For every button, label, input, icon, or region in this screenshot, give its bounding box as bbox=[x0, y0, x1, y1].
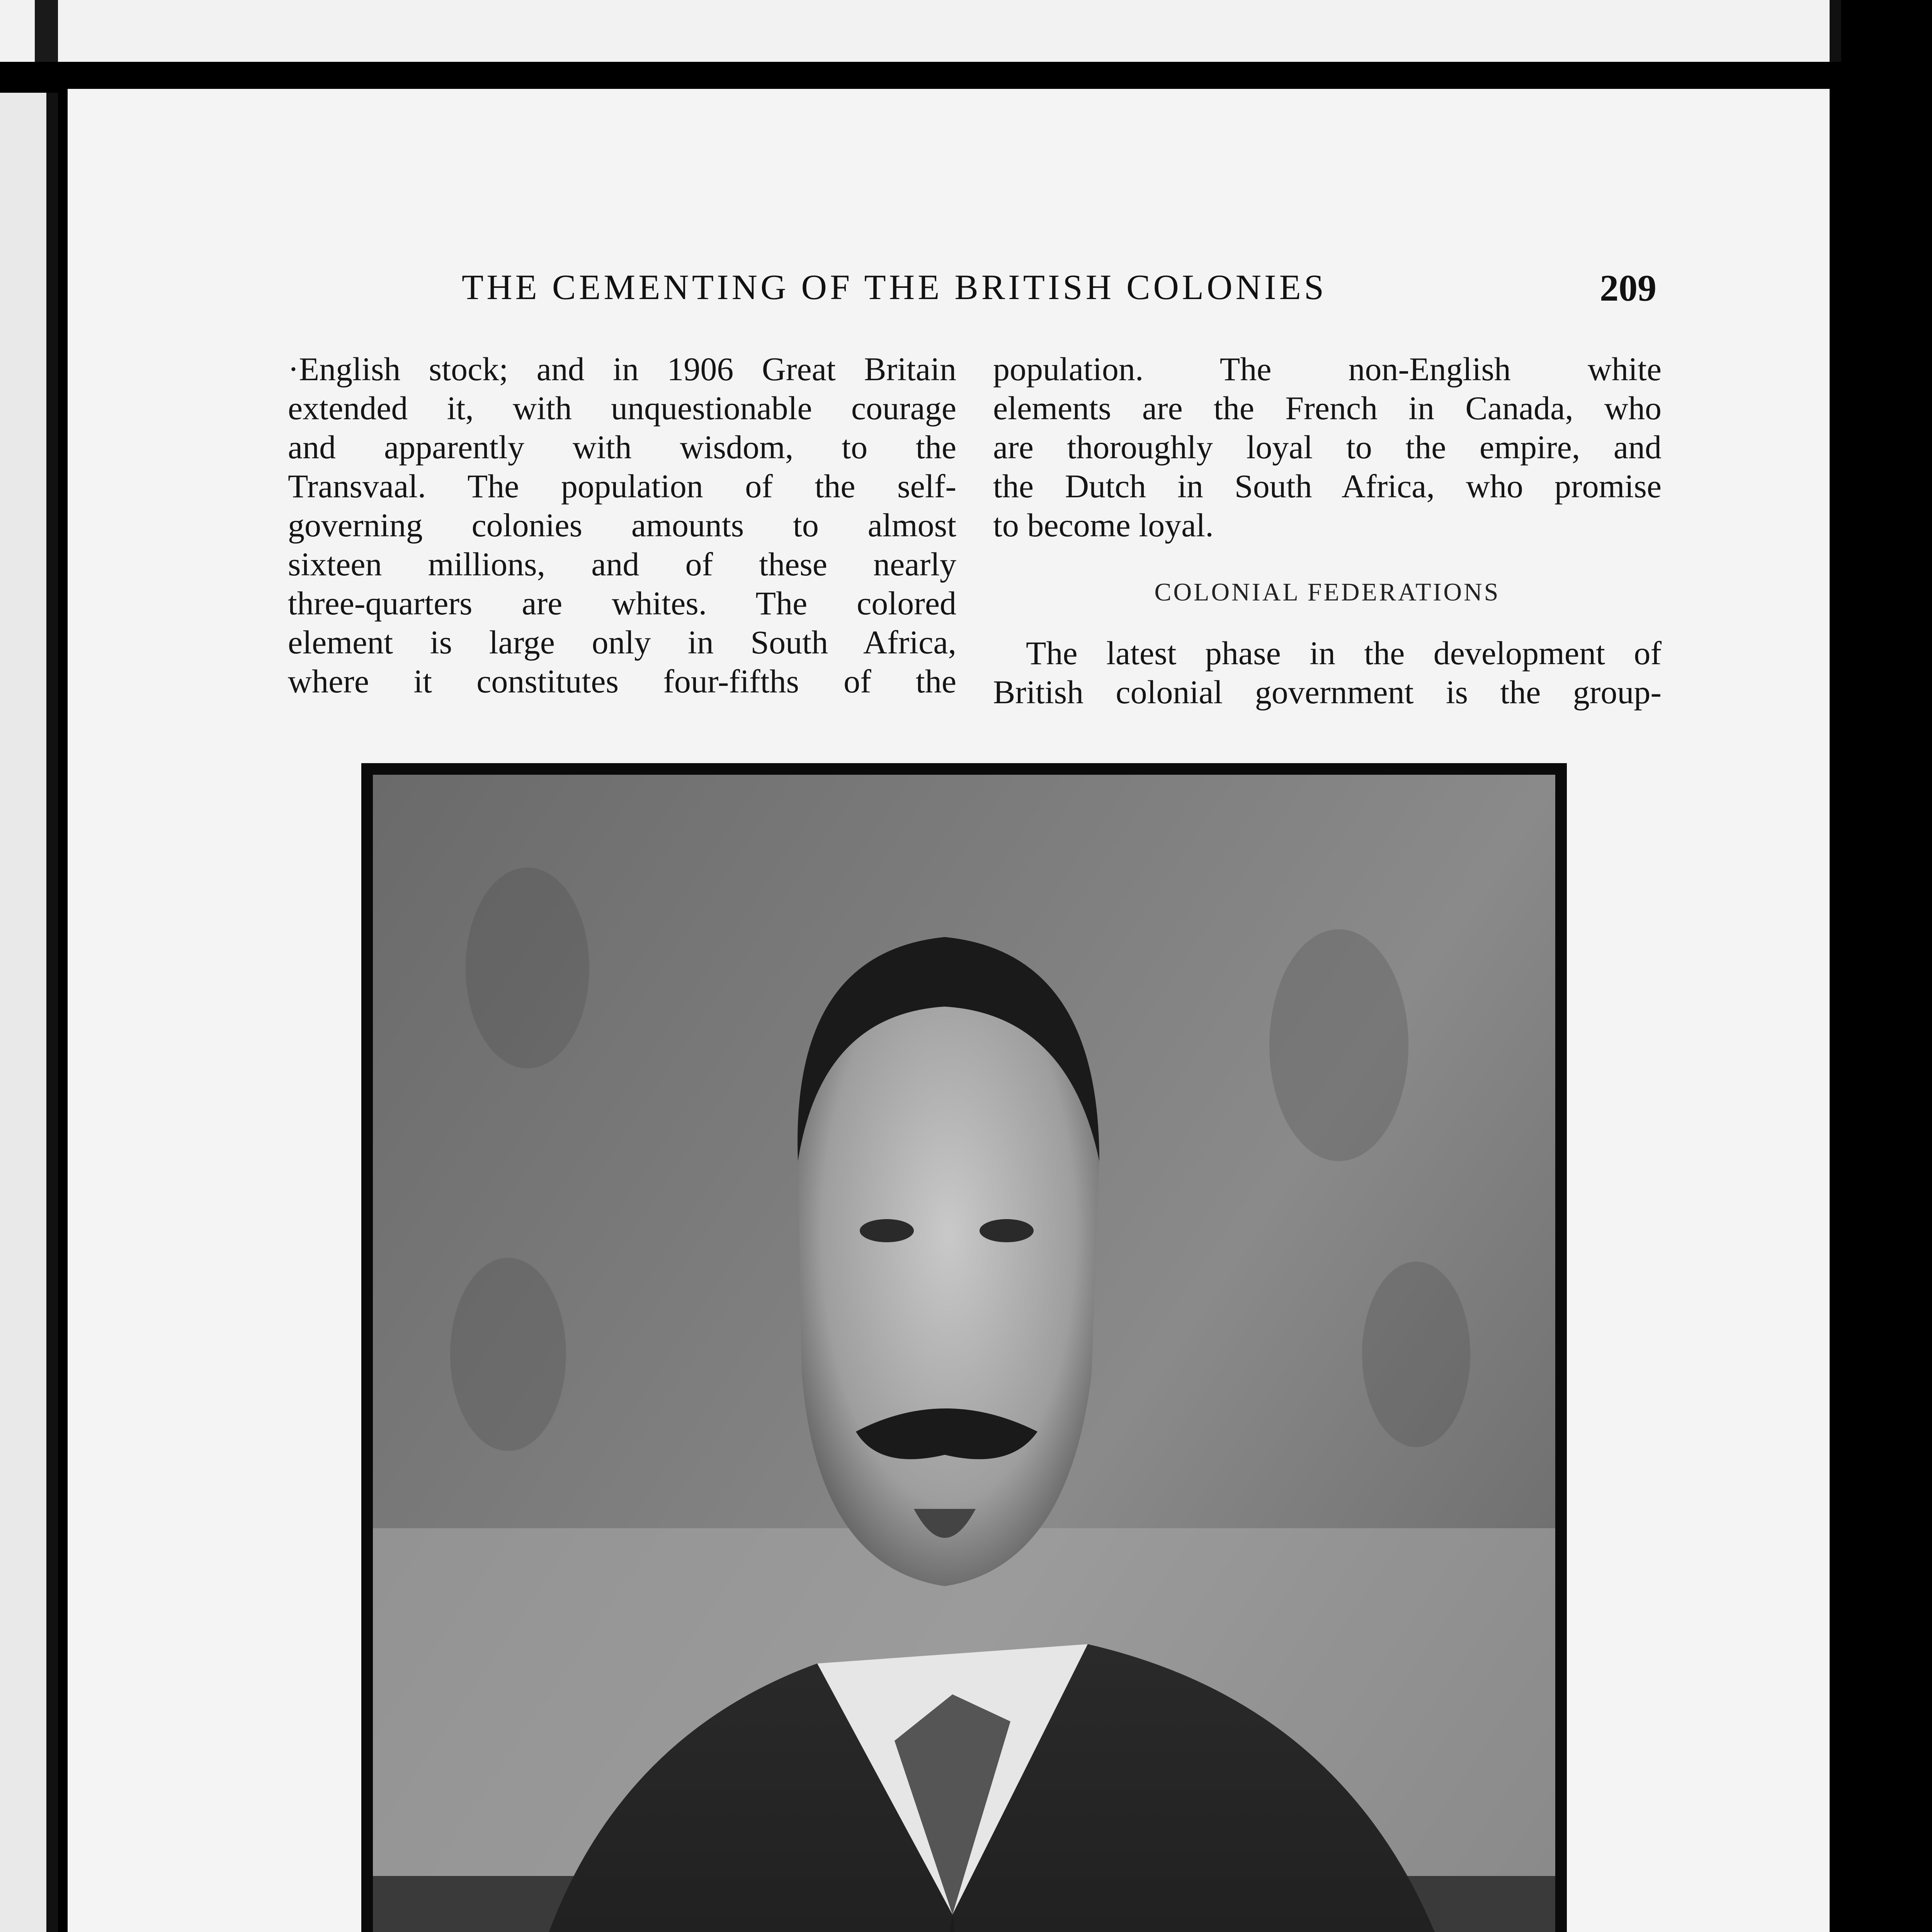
facing-page-edge bbox=[0, 93, 46, 1932]
text-line: extended it, with unquestionable courage bbox=[288, 389, 956, 427]
text-line: element is large only in South Africa, bbox=[288, 624, 956, 661]
page-number: 209 bbox=[1600, 267, 1656, 309]
text-line: population. The non-English white bbox=[993, 350, 1662, 388]
section-heading: COLONIAL FEDERATIONS bbox=[1154, 578, 1500, 606]
left-column bbox=[288, 350, 956, 701]
text-line: governing colonies amounts to almost bbox=[288, 507, 956, 544]
right-column-bottom bbox=[993, 634, 1662, 712]
text-line: three-quarters are whites. The colored bbox=[288, 585, 956, 622]
text-line: ·English stock; and in 1906 Great Britain bbox=[288, 350, 956, 388]
text-line: British colonial government is the group- bbox=[993, 673, 1662, 711]
portrait-illustration bbox=[373, 775, 1555, 1932]
text-line: elements are the French in Canada, who bbox=[993, 389, 1662, 427]
right-edge-strip bbox=[1830, 0, 1841, 62]
text-line: Transvaal. The population of the self- bbox=[288, 468, 956, 505]
text-line: sixteen millions, and of these nearly bbox=[288, 546, 956, 583]
text-line: and apparently with wisdom, to the bbox=[288, 429, 956, 466]
right-column-top bbox=[993, 350, 1662, 545]
previous-page-strip bbox=[0, 0, 1832, 62]
book-gutter bbox=[46, 93, 58, 1932]
text-line: to become loyal. bbox=[993, 507, 1214, 544]
text-line: The latest phase in the development of bbox=[1026, 634, 1662, 672]
running-title: THE CEMENTING OF THE BRITISH COLONIES bbox=[462, 267, 1327, 307]
text-line: where it constitutes four-fifths of the bbox=[288, 663, 956, 700]
text-line: are thoroughly loyal to the empire, and bbox=[993, 429, 1662, 466]
portrait-photo bbox=[361, 763, 1567, 1932]
text-line: the Dutch in South Africa, who promise bbox=[993, 468, 1662, 505]
